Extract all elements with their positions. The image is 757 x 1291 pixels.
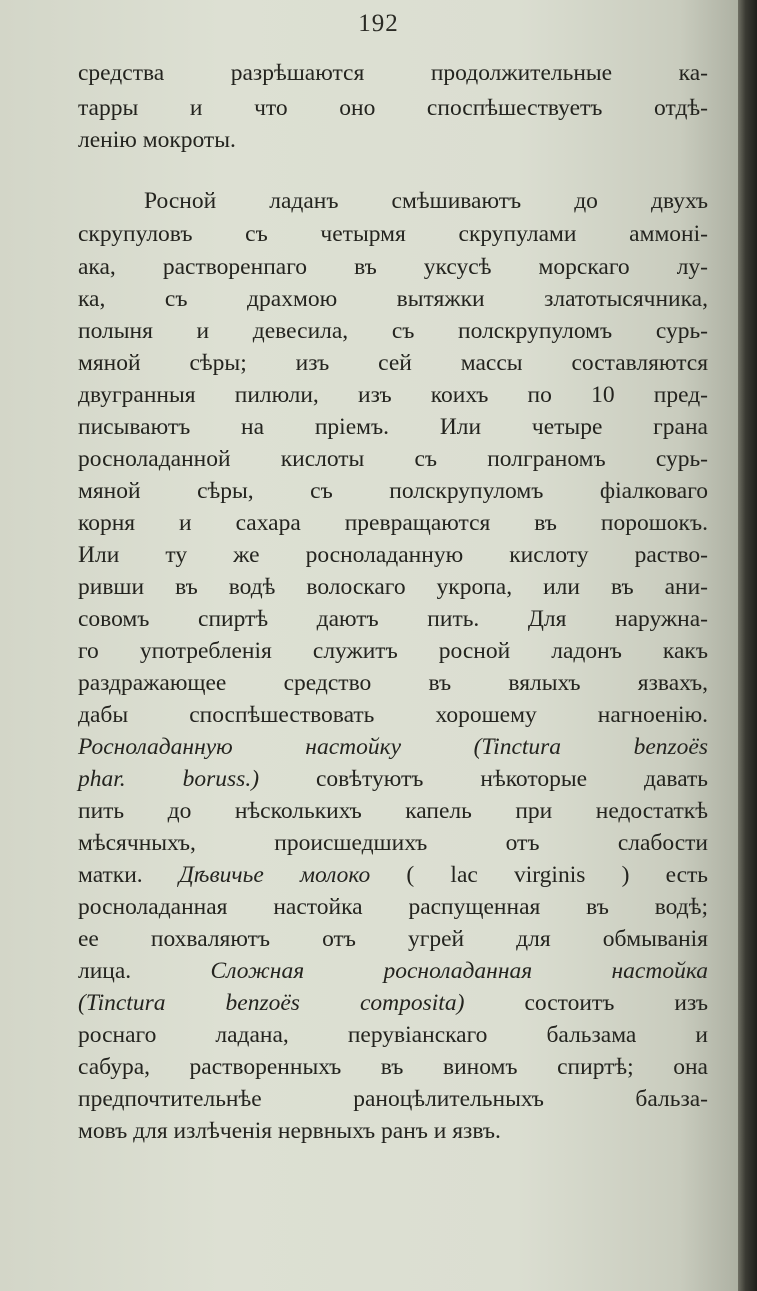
text-line: средства разрѣшаются продолжительные ка- (78, 60, 708, 86)
text-line: тарры и что оно споспѣшествуетъ отдѣ- (78, 95, 708, 121)
text-line: Или ту же росноладанную кислоту раство- (78, 542, 708, 568)
text-line: мовъ для излѣченія нервныхъ ранъ и язвъ. (78, 1118, 501, 1144)
text-line: Росноладанную настойку (Tinctura benzoës (78, 734, 708, 760)
text-line: матки. Дѣвичье молоко ( lac virginis ) есть (78, 862, 709, 888)
text-line: мяной сѣры, съ полскрупуломъ фіалковаго (78, 478, 708, 504)
book-binding-edge (738, 0, 757, 1291)
text-line: скрупуловъ съ четырмя скрупулами аммоні- (78, 221, 708, 247)
text-line: мѣсячныхъ, происшедшихъ отъ слабости (78, 830, 708, 856)
text-line: пить до нѣсколькихъ капель при недостаткѣ (78, 798, 708, 824)
text-line: ленію мокроты. (78, 127, 236, 153)
text-line: совомъ спиртѣ даютъ пить. Для наружна- (78, 606, 708, 632)
text-line: писываютъ на пріемъ. Или четыре грана (78, 414, 708, 440)
text-line: ривши въ водѣ волоскаго укропа, или въ ани- (78, 574, 708, 600)
text-line: корня и сахара превращаются въ порошокъ. (78, 510, 708, 536)
text-line: роснаго ладана, перувіанскаго бальзама и (78, 1022, 708, 1048)
text-line: раздражающее средство въ вялыхъ язвахъ, (78, 670, 708, 696)
text-line: росноладанная настойка распущенная въ водѣ; (78, 894, 708, 920)
text-line: лица. Сложная росноладанная настойка (78, 958, 708, 984)
text-line: ака, растворенпаго въ уксусѣ морскаго лу- (78, 254, 708, 280)
text-line: ка, съ драхмою вытяжки златотысячника, (78, 286, 708, 312)
text-line: полыня и девесила, съ полскрупуломъ сурь- (78, 318, 708, 344)
text-line: ее похваляютъ отъ угрей для обмыванія (78, 926, 708, 952)
text-line: дабы споспѣшествовать хорошему нагноенію. (78, 702, 708, 728)
text-line: phar. boruss.) совѣтуютъ нѣкоторые давать (78, 766, 709, 792)
text-line: мяной сѣры; изъ сей массы составляются (78, 350, 708, 376)
text-line: двугранныя пилюли, изъ коихъ по 10 пред- (78, 382, 708, 408)
text-line: росноладанной кислоты съ полграномъ сурь- (78, 446, 708, 472)
page-number: 192 (358, 10, 399, 37)
text-line: сабура, растворенныхъ въ виномъ спиртѣ; она (78, 1054, 708, 1080)
text-line: (Tinctura benzoës composita) состоитъ изъ (78, 990, 708, 1016)
text-line: го употребленія служитъ росной ладонъ какъ (78, 638, 708, 664)
text-line: Росной ладанъ смѣшиваютъ до двухъ (144, 188, 708, 214)
text-line: предпочтительнѣе раноцѣлительныхъ бальза- (78, 1086, 708, 1112)
